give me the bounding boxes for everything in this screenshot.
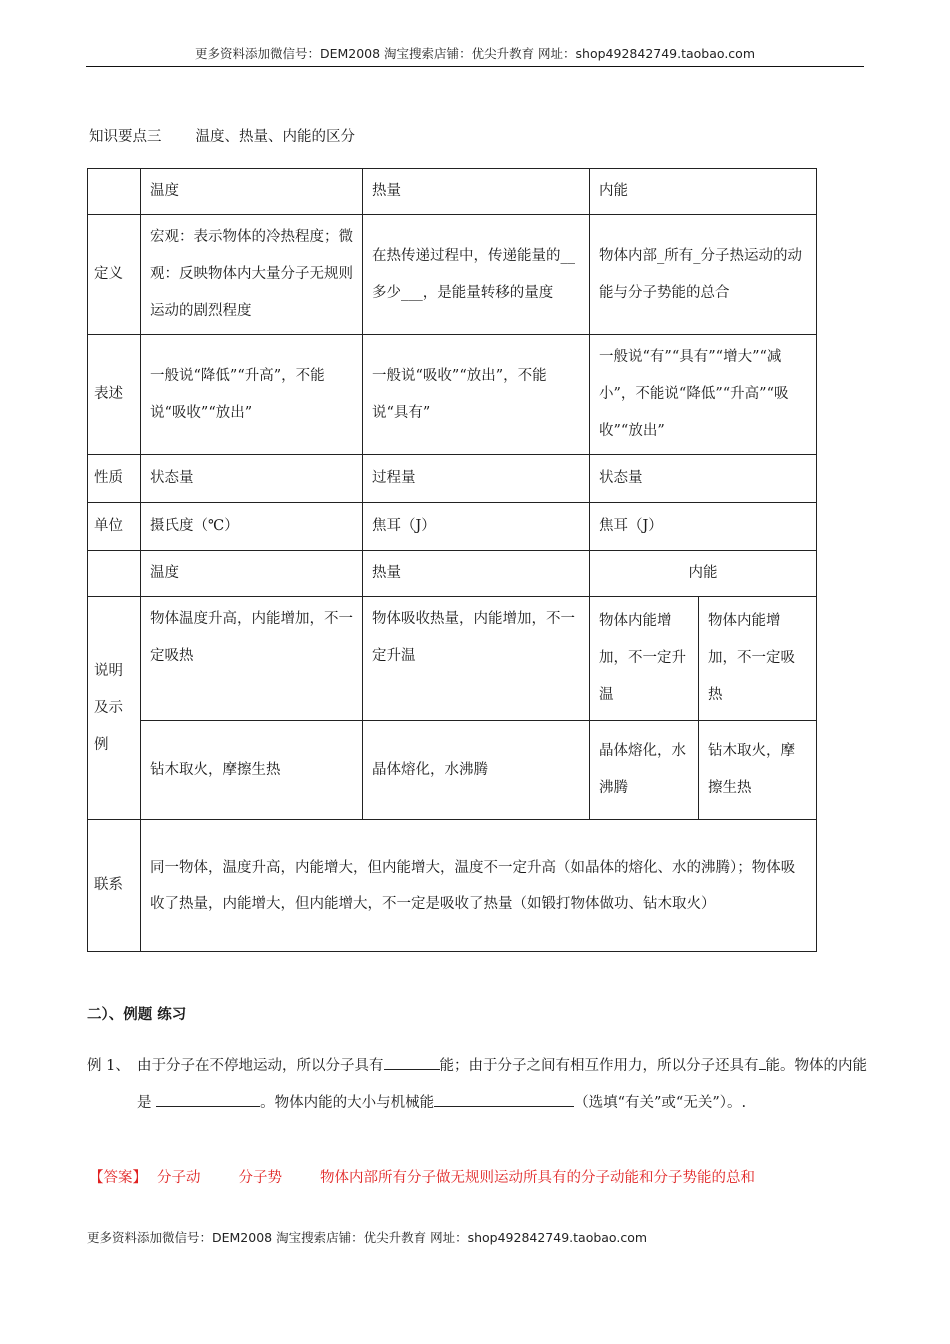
table-header-row-2 [88,551,817,597]
header-heat: 热量 [363,169,590,215]
example-text-5: （选填“有关”或“无关”）。. [574,1095,747,1111]
table-corner-cell-2 [88,551,141,597]
section-heading: 温度、热量、内能的区分 [195,129,355,145]
table-row-example-1 [88,597,817,721]
answer-2: 分子势 [238,1170,282,1186]
example-text-4: 。物体内能的大小与机械能 [260,1095,435,1111]
answer-1: 分子动 [157,1170,201,1186]
definition-temperature: 宏观：表示物体的冷热程度；微观：反映物体内大量分子无规则运动的剧烈程度 [141,215,363,335]
answer-blank-2[interactable] [759,1053,766,1070]
table-header-row [88,169,817,215]
example-1 [87,1048,867,1122]
example-internal-energy-2a: 晶体熔化，水沸腾 [590,721,699,820]
table-row-definition [88,215,817,335]
page-header: 更多资料添加微信号：DEM2008 淘宝搜索店铺：优尖升教育 网址：shop492842749.taobao.com [86,44,864,67]
section-title [89,125,355,146]
example-text-2: 能；由于分子之间有相互作用力，所以分子还具有 [439,1058,759,1074]
expression-heat: 一般说“吸收”“放出”，不能说“具有” [363,335,590,455]
example-heat-2: 晶体熔化，水沸腾 [363,721,590,820]
nature-internal-energy: 状态量 [590,455,817,503]
header2-internal-energy: 内能 [590,551,817,597]
example-heat-1: 物体吸收热量，内能增加，不一定升温 [363,597,590,721]
answer-blank-3[interactable] [156,1090,260,1107]
table-row-example-2 [88,721,817,820]
table-corner-cell [88,169,141,215]
nature-heat: 过程量 [363,455,590,503]
table-row-unit [88,503,817,551]
answer-line [89,1166,755,1187]
header2-temperature: 温度 [141,551,363,597]
unit-heat: 焦耳（J） [363,503,590,551]
example-text-3: 能。物体的内能是 [137,1058,867,1111]
row-label-definition: 定义 [88,215,141,335]
example-number: 例 1、 [87,1058,130,1074]
answer-3: 物体内部所有分子做无规则运动所具有的分子动能和分子势能的总和 [320,1170,755,1186]
example-temperature-1: 物体温度升高，内能增加，不一定吸热 [141,597,363,721]
example-internal-energy-2b: 钻木取火，摩擦生热 [699,721,817,820]
practice-heading: 二）、例题 练习 [87,1007,187,1023]
answer-blank-1[interactable] [384,1053,440,1070]
example-internal-energy-1b: 物体内能增加，不一定吸热 [699,597,817,721]
definition-heat: 在热传递过程中，传递能量的__多少___，是能量转移的量度 [363,215,590,335]
row-label-nature: 性质 [88,455,141,503]
unit-temperature: 摄氏度（℃） [141,503,363,551]
comparison-table [87,168,817,952]
header-temperature: 温度 [141,169,363,215]
unit-internal-energy: 焦耳（J） [590,503,817,551]
expression-internal-energy: 一般说“有”“具有”“增大”“减小”，不能说“降低”“升高”“吸收”“放出” [590,335,817,455]
table-row-nature [88,455,817,503]
expression-temperature: 一般说“降低”“升高”，不能说“吸收”“放出” [141,335,363,455]
row-label-examples: 说明及示例 [88,597,141,820]
table-row-expression [88,335,817,455]
nature-temperature: 状态量 [141,455,363,503]
definition-internal-energy: 物体内部_所有_分子热运动的动能与分子势能的总合 [590,215,817,335]
section-label: 知识要点三 [89,129,162,145]
page-footer: 更多资料添加微信号：DEM2008 淘宝搜索店铺：优尖升教育 网址：shop492842749.taobao.com [87,1230,648,1245]
header-internal-energy: 内能 [590,169,817,215]
example-internal-energy-1a: 物体内能增加，不一定升温 [590,597,699,721]
table-row-linkage [88,820,817,952]
answer-blank-4[interactable] [434,1090,574,1107]
row-label-linkage: 联系 [88,820,141,952]
linkage-text: 同一物体，温度升高，内能增大，但内能增大，温度不一定升高（如晶体的熔化、水的沸腾）；物体吸收了热量，内能增大，但内能增大，不一定是吸收了热量（如锻打物体做功、钻木取火） [141,820,817,952]
row-label-unit: 单位 [88,503,141,551]
example-temperature-2: 钻木取火，摩擦生热 [141,721,363,820]
example-text-1: 由于分子在不停地运动，所以分子具有 [137,1058,384,1074]
row-label-expression: 表述 [88,335,141,455]
answer-tag: 【答案】 [89,1170,147,1186]
header2-heat: 热量 [363,551,590,597]
